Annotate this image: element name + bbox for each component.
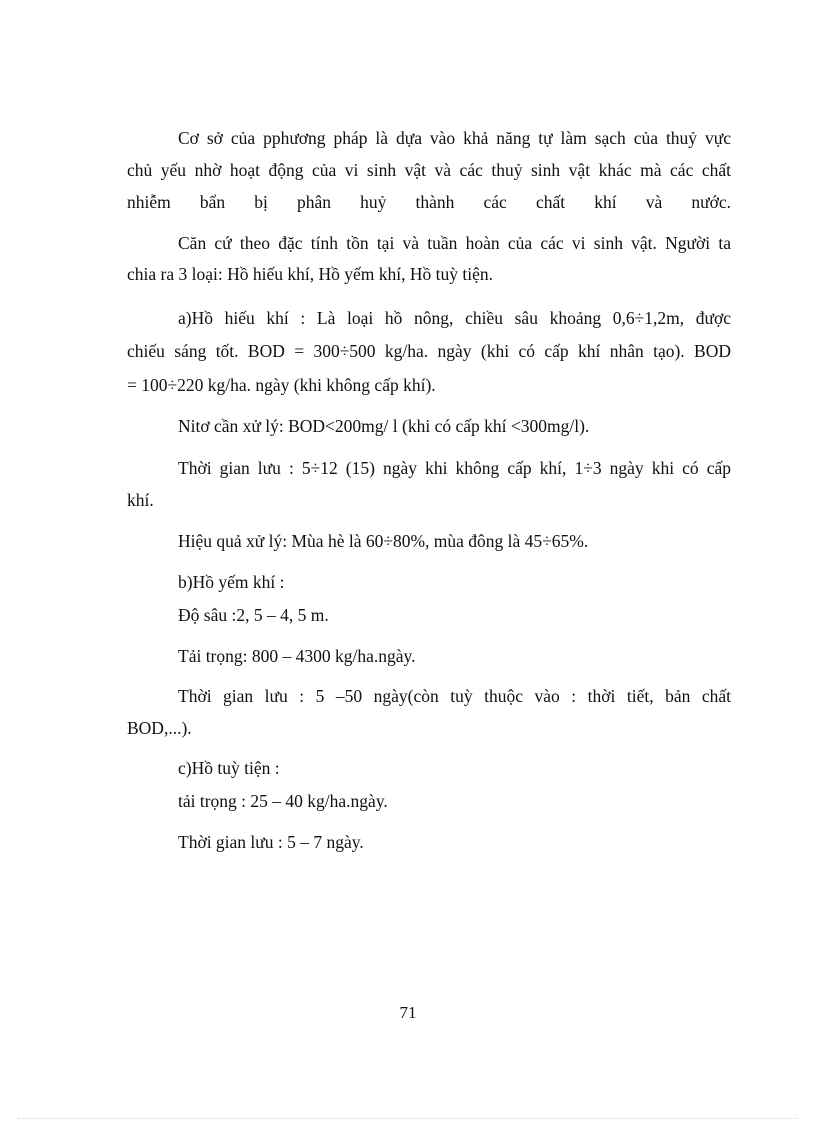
paragraph-2-line-1: Căn cứ theo đặc tính tồn tại và tuần hoàn của các vi sinh vật. Người ta: [178, 233, 731, 253]
paragraph-11-line-1: c)Hồ tuỳ tiện :: [178, 758, 280, 778]
paragraph-10-line-2: BOD,...).: [127, 718, 192, 738]
paragraph-8-line-1: Độ sâu :2, 5 – 4, 5 m.: [178, 605, 329, 625]
paragraph-3-line-2: chiếu sáng tốt. BOD = 300÷500 kg/ha. ngày (khi có cấp khí nhân tạo). BOD: [127, 341, 731, 361]
paragraph-2-line-2: chia ra 3 loại: Hồ hiếu khí, Hồ yếm khí, Hồ tuỳ tiện.: [127, 264, 493, 284]
paragraph-3-line-3: = 100÷220 kg/ha. ngày (khi không cấp khí).: [127, 375, 436, 395]
paragraph-12-line-1: tải trọng : 25 – 40 kg/ha.ngày.: [178, 791, 388, 811]
paragraph-4-line-1: Nitơ cần xử lý: BOD<200mg/ l (khi có cấp khí <300mg/l).: [178, 416, 590, 436]
paragraph-3-line-1: a)Hồ hiếu khí : Là loại hồ nông, chiều sâu khoảng 0,6÷1,2m, được: [178, 308, 731, 328]
paragraph-1-line-2: chủ yếu nhờ hoạt động của vi sinh vật và các thuỷ sinh vật khác mà các chất: [127, 160, 731, 180]
paragraph-5-line-1: Thời gian lưu : 5÷12 (15) ngày khi không cấp khí, 1÷3 ngày khi có cấp: [178, 458, 731, 478]
page-number: 71: [399, 1003, 417, 1022]
footer-divider: [18, 1118, 798, 1119]
paragraph-13-line-1: Thời gian lưu : 5 – 7 ngày.: [178, 832, 364, 852]
paragraph-6-line-1: Hiệu quả xử lý: Mùa hè là 60÷80%, mùa đông là 45÷65%.: [178, 531, 589, 551]
paragraph-9-line-1: Tải trọng: 800 – 4300 kg/ha.ngày.: [178, 646, 416, 666]
paragraph-10-line-1: Thời gian lưu : 5 –50 ngày(còn tuỳ thuộc vào : thời tiết, bản chất: [178, 686, 731, 706]
paragraph-1-line-1: Cơ sở của pphương pháp là dựa vào khả năng tự làm sạch của thuỷ vực: [178, 128, 731, 148]
paragraph-1-line-3: nhiễm bẩn bị phân huỷ thành các chất khí và nước.: [127, 192, 731, 212]
paragraph-7-line-1: b)Hồ yếm khí :: [178, 572, 285, 592]
paragraph-5-line-2: khí.: [127, 490, 154, 510]
